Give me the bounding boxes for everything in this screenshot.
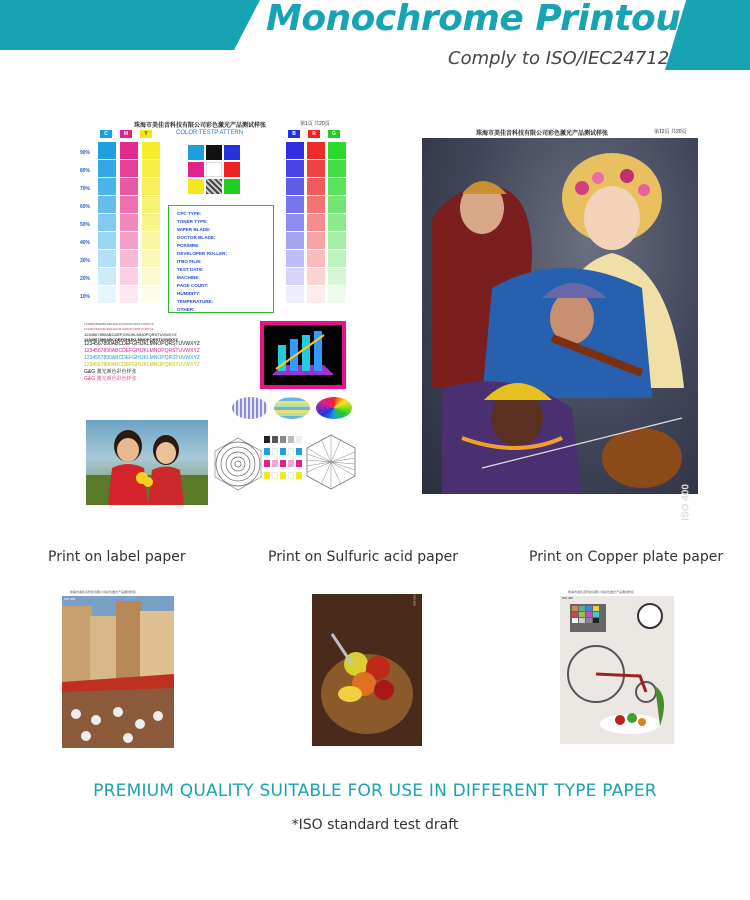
- chip-yellow: Y: [140, 130, 152, 138]
- portrait-test-print: [418, 128, 702, 521]
- sulfuric-paper-sample: [312, 590, 422, 746]
- printer-info-box: [168, 205, 274, 313]
- percent-label: 10%: [80, 294, 91, 300]
- percent-label: 60%: [80, 204, 91, 210]
- color-wheel-disc: [316, 397, 352, 419]
- percent-label: 50%: [80, 222, 91, 228]
- font-sample-line: 1234567890ABCDEFGHIJKLMNOPQRSTUVWXYZ: [84, 337, 178, 342]
- info-field: HUMIDITY:: [177, 291, 201, 296]
- info-field: ITBO FILM:: [177, 259, 202, 264]
- iso-footnote: *ISO standard test draft: [291, 817, 459, 833]
- percent-label: 80%: [80, 168, 91, 174]
- chip-red: R: [308, 130, 320, 138]
- test-page-number: 第1页 共20页: [300, 121, 330, 127]
- copper-paper-sample: [560, 590, 674, 744]
- red-ramp: [307, 142, 325, 304]
- magenta-ramp: [120, 142, 138, 304]
- fruit-basket-photo: [312, 594, 422, 746]
- percent-label: 70%: [80, 186, 91, 192]
- green-ramp: [328, 142, 346, 304]
- info-field: TEST DATE:: [177, 267, 204, 272]
- font-sample-line: 1234567890ABCDEFGHIJKLMNOPQRSTUVWXYZ: [84, 348, 200, 354]
- info-field: TONER TYPE:: [177, 219, 208, 224]
- font-sample-line: G&G 激光颜色彩色样张: [84, 369, 137, 375]
- musicians-photo: [422, 138, 698, 521]
- caption-copper-paper: Print on Copper plate paper: [529, 549, 724, 565]
- info-field: CPC TYPE:: [177, 211, 202, 216]
- info-field: DEVELOPER ROLLER:: [177, 251, 228, 256]
- info-field: TEMPERATURE:: [177, 299, 214, 304]
- percent-label: 90%: [80, 150, 91, 156]
- portrait-page-number: 第12页 共20页: [654, 129, 687, 135]
- color-bar-samples: [264, 436, 302, 479]
- font-sample-line: 1234567890ABCDEFGHIJKLMNOPQRSTUVWXYZ: [84, 355, 200, 361]
- city-square-photo: [62, 596, 174, 748]
- blue-ramp: [286, 142, 304, 304]
- cmy-chip-row: [100, 130, 152, 138]
- thumb-iso-badge: ISO 400: [412, 594, 417, 606]
- percent-label: 30%: [80, 258, 91, 264]
- thumb-iso-badge: ISO 400: [562, 596, 574, 600]
- font-sample-line: 1234567890ABCDEFGHIJKLMNOPQRSTUVWXYZ: [84, 332, 177, 337]
- bicycle-still-life-photo: [560, 596, 674, 744]
- chip-green: G: [328, 130, 340, 138]
- caption-sulfuric-paper: Print on Sulfuric acid paper: [268, 549, 459, 565]
- quality-tagline: PREMIUM QUALITY SUITABLE FOR USE IN DIFFERENT TYPE PAPER: [93, 781, 657, 801]
- page-title: Monochrome Printout: [266, 0, 698, 39]
- percent-label: 20%: [80, 276, 91, 282]
- page-subtitle: Comply to ISO/IEC24712: [448, 48, 670, 69]
- pattern-disc-row: [232, 397, 352, 419]
- percent-scale: [80, 144, 98, 306]
- chip-blue: B: [288, 130, 300, 138]
- label-paper-sample: [62, 590, 174, 748]
- info-field: PAGE COUNT:: [177, 283, 209, 288]
- yellow-ramp: [142, 142, 160, 304]
- thumb-heading: 珠海市美佳音科技有限公司彩色激光产品测试样张: [70, 590, 137, 594]
- info-field: MACHINE:: [177, 275, 200, 280]
- test-page-heading: 珠海市美佳音科技有限公司彩色激光产品测试样张: [134, 123, 267, 129]
- chip-cyan: C: [100, 130, 112, 138]
- font-sample-line: 1234567890ABCDEFGHIJKLMNOPQRSTUVWXYZ: [84, 327, 154, 331]
- color-test-label: COLOR TESTP ATTERN: [176, 130, 244, 136]
- color-swatch-grid: [188, 145, 240, 194]
- children-photo: [86, 420, 208, 505]
- chip-magenta: M: [120, 130, 132, 138]
- font-sample-line: G&G 激光颜色彩色样张: [84, 376, 137, 382]
- thumb-iso-badge: ISO 400: [64, 597, 76, 601]
- cyan-ramp: [98, 142, 116, 304]
- info-field: DOCTOR BLADE:: [177, 235, 216, 240]
- banner-left-bar: [0, 0, 260, 50]
- line-fan-pattern: [306, 434, 356, 490]
- portrait-heading: 珠海市美佳音科技有限公司彩色激光产品测试样张: [476, 131, 609, 137]
- color-test-page: [80, 118, 362, 510]
- caption-label-paper: Print on label paper: [48, 549, 186, 565]
- iso-badge: ISO 400: [681, 484, 692, 521]
- thumb-heading: 珠海市美佳音科技有限公司彩色激光产品测试样张: [568, 590, 635, 594]
- font-sample-block: [84, 322, 236, 384]
- header-banner: [0, 0, 750, 70]
- percent-label: 40%: [80, 240, 91, 246]
- info-field: OTHER:: [177, 307, 195, 312]
- font-sample-line: 1234567890ABCDEFGHIJKLMNOPQRSTUVWXYZ: [84, 341, 200, 347]
- 3d-bar-art: [264, 325, 342, 385]
- info-field: WIPER BLADE:: [177, 227, 211, 232]
- 3d-bar-graphic: [260, 321, 346, 389]
- font-sample-line: 1234567890ABCDEFGHIJKLMNOPQRSTUVWXYZ: [84, 322, 154, 326]
- line-pattern-disc: [232, 397, 268, 419]
- stripe-pattern-disc: [274, 397, 310, 419]
- spiral-pattern: [210, 436, 266, 492]
- info-field: PCR/MRE:: [177, 243, 200, 248]
- font-sample-line: 1234567890ABCDEFGHIJKLMNOPQRSTUVWXYZ: [84, 362, 200, 368]
- rgb-chip-row: [288, 130, 340, 138]
